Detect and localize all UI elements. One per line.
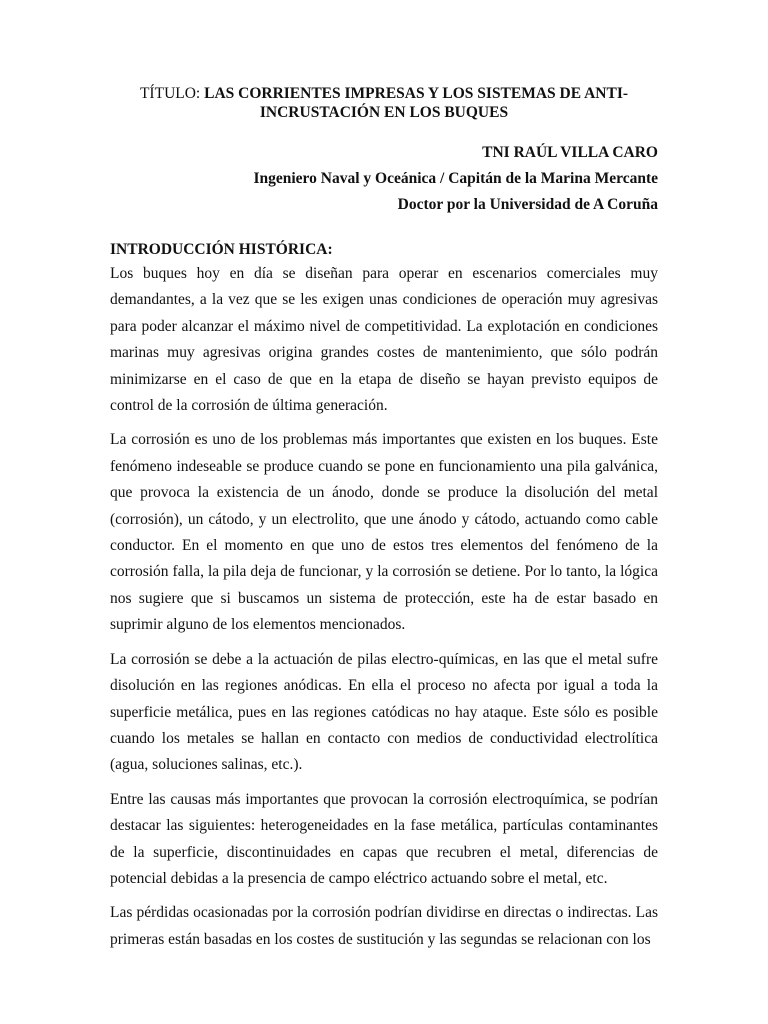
- document-title: [110, 84, 658, 122]
- paragraph: La corrosión se debe a la actuación de pilas electro-químicas, en las que el metal sufre disolución en las regiones anódicas. En ella el proceso no afecta por igual a toda la superficie metálica, pues en las regiones catódicas no hay ataque. Este sólo es posible cuando los metales se hallan en contacto con medios de conductividad electrolítica (agua, soluciones salinas, etc.).: [110, 650, 658, 774]
- paragraph: Entre las causas más importantes que provocan la corrosión electroquímica, se podrían destacar las siguientes: heterogeneidades en la fase metálica, partículas contaminantes de la superficie, discontinuidades en capas que recubren el metal, diferencias de potencial debidas a la presencia de campo eléctrico actuando sobre el metal, etc.: [110, 790, 658, 887]
- paragraph: Las pérdidas ocasionadas por la corrosión podrían dividirse en directas o indirectas. Las primeras están basadas en los costes de sustitución y las segundas se relacionan con los: [110, 904, 658, 948]
- author-block: [110, 143, 658, 221]
- title-prefix: TÍTULO:: [139, 85, 205, 102]
- title-text: LAS CORRIENTES IMPRESAS Y LOS SISTEMAS DE ANTI-INCRUSTACIÓN EN LOS BUQUES: [204, 85, 629, 121]
- section-heading: INTRODUCCIÓN HISTÓRICA:: [110, 241, 333, 258]
- author-degree: Doctor por la Universidad de A Coruña: [397, 196, 658, 213]
- paragraph: Los buques hoy en día se diseñan para operar en escenarios comerciales muy demandantes, a la vez que se les exigen unas condiciones de operación muy agresivas para poder alcanzar el máximo nivel de competitividad. La explotación en condiciones marinas muy agresivas origina grandes costes de mantenimiento, que sólo podrán minimizarse en el caso de que en la etapa de diseño se hayan previsto equipos de control de la corrosión de última generación.: [110, 265, 658, 415]
- body-text: [110, 261, 658, 961]
- author-role: Ingeniero Naval y Oceánica / Capitán de la Marina Mercante: [253, 170, 658, 187]
- author-name: TNI RAÚL VILLA CARO: [482, 144, 658, 161]
- paragraph: La corrosión es uno de los problemas más importantes que existen en los buques. Este fenómeno indeseable se produce cuando se pone en funcionamiento una pila galvánica, que provoca la existencia de un ánodo, donde se produce la disolución del metal (corrosión), un cátodo, y un electrolito, que une ánodo y cátodo, actuando como cable conductor. En el momento en que uno de estos tres elementos del fenómeno de la corrosión falla, la pila deja de funcionar, y la corrosión se detiene. Por lo tanto, la lógica nos sugiere que si buscamos un sistema de protección, este ha de estar basado en suprimir alguno de los elementos mencionados.: [110, 431, 658, 634]
